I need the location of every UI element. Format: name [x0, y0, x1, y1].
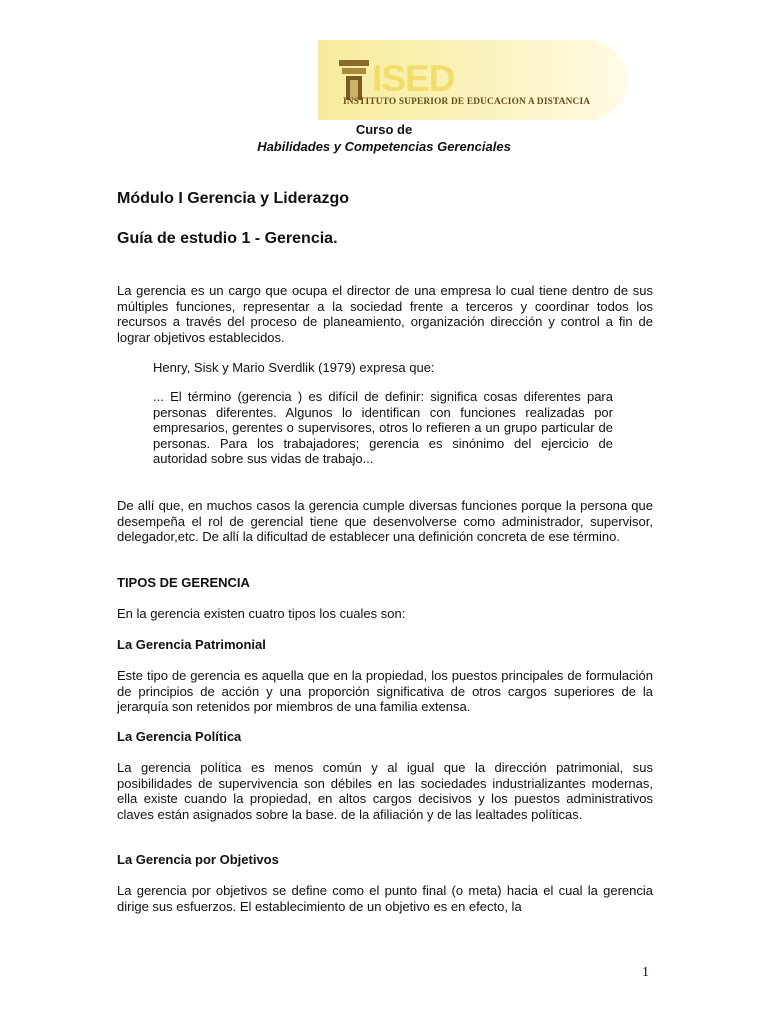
- course-title: Habilidades y Competencias Gerenciales: [257, 139, 511, 154]
- types-intro: En la gerencia existen cuatro tipos los cuales son:: [117, 606, 406, 621]
- logo-subtitle: INSTITUTO SUPERIOR DE EDUCACION A DISTANCIA: [343, 97, 591, 107]
- conclusion-paragraph: De allí que, en muchos casos la gerencia cumple diversas funciones porque la persona que desempeña el rol de gerencial tiene que desenvolverse como administrador, supervisor, delegador,etc. De allí la dificultad de establecer una definición concreta de ese término.: [117, 498, 653, 544]
- quote-intro: Henry, Sisk y Mario Sverdlik (1979) expresa que:: [153, 360, 435, 375]
- section-body-politica: La gerencia política es menos común y al igual que la dirección patrimonial, sus posibilidades de supervivencia son débiles en las sociedades industrializantes modernas, ella existe cuando la propiedad, en altos cargos decisivos y los puestos administrativos claves están asignados sobre la base. de la afiliación y de las lealtades políticas.: [117, 760, 653, 822]
- section-title-patrimonial: La Gerencia Patrimonial: [117, 637, 266, 652]
- types-heading: TIPOS DE GERENCIA: [117, 575, 250, 590]
- logo-text: ISED: [372, 58, 455, 99]
- guide-title: Guía de estudio 1 - Gerencia.: [117, 230, 338, 247]
- section-title-politica: La Gerencia Política: [117, 729, 242, 744]
- book-logo-icon: [337, 56, 371, 102]
- section-body-patrimonial: Este tipo de gerencia es aquella que en la propiedad, los puestos principales de formulación de principios de acción y una proporción significativa de otros cargos superiores de la jerarquía son retenidos por miembros de una familia extensa.: [117, 668, 653, 714]
- section-title-objetivos: La Gerencia por Objetivos: [117, 852, 279, 867]
- section-body-objetivos: La gerencia por objetivos se define como el punto final (o meta) hacia el cual la gerencia dirige sus esfuerzos. El establecimiento de un objetivo es en efecto, la: [117, 883, 653, 914]
- course-label: Curso de: [355, 122, 413, 137]
- module-title: Módulo I Gerencia y Liderazgo: [117, 190, 350, 207]
- intro-paragraph: La gerencia es un cargo que ocupa el director de una empresa lo cual tiene dentro de sus múltiples funciones, representar a la sociedad frente a terceros y coordinar todos los recursos a través del proceso de planeamiento, organización dirección y control a fin de lograr objetivos establecidos.: [117, 283, 653, 345]
- page-number: 1: [642, 965, 649, 980]
- quote-paragraph: ... El término (gerencia ) es difícil de definir: significa cosas diferentes para personas diferentes. Algunos lo identifican con funciones realizadas por empresarios, gerentes o supervisores, otros lo refieren a un grupo particular de personas. Para los trabajadores; gerencia es sinónimo del ejercicio de autoridad sobre sus vidas de trabajo...: [153, 389, 613, 466]
